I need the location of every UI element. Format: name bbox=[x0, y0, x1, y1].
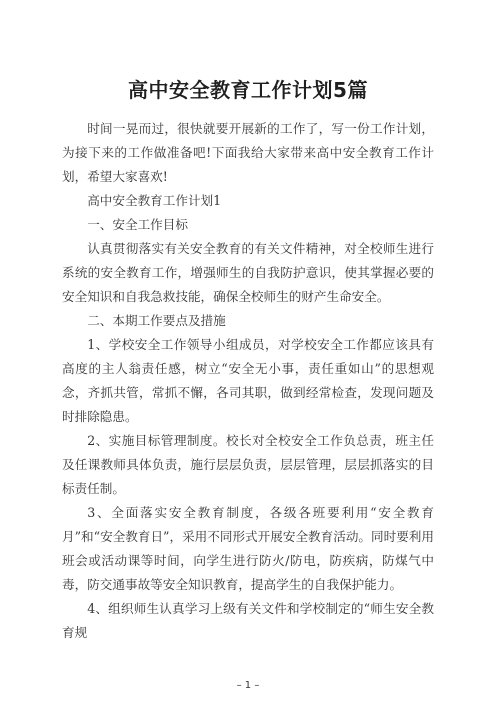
document-title: 高中安全教育工作计划5篇 bbox=[128, 78, 368, 102]
paragraph-item-3: 3、全面落实安全教育制度，各级各班要利用“安全教育月”和“安全教育日”，采用不同形式开展安全教育活动。同时要利用班会或活动课等时间，向学生进行防火/防电，防疾病，防煤气中毒，防交通事故等安全知识教育，提高学生的自我保护能力。 bbox=[62, 505, 434, 592]
paragraph-item-1: 1、学校安全工作领导小组成员，对学校安全工作都应该具有高度的主人翁责任感，树立“安全无小事，责任重如山”的思想观念，齐抓共管，常抓不懈，各司其职，做到经常检查，发现问题及时排除隐患。 bbox=[62, 337, 434, 424]
paragraph-safety-goal: 认真贯彻落实有关安全教育的有关文件精神，对全校师生进行系统的安全教育工作，增强师生的自我防护意识，使其掌握必要的安全知识和自我急救技能，确保全校师生的财产生命安全。 bbox=[62, 241, 434, 304]
paragraph-item-2: 2、实施目标管理制度。校长对全校安全工作负总责，班主任及任课教师具体负责，施行层层负责，层层管理，层层抓落实的目标责任制。 bbox=[62, 433, 434, 496]
section-heading-plan-1: 高中安全教育工作计划1 bbox=[87, 193, 222, 208]
paragraph-intro: 时间一晃而过，很快就要开展新的工作了，写一份工作计划，为接下来的工作做准备吧!下面我给大家带来高中安全教育工作计划，希望大家喜欢! bbox=[62, 121, 434, 184]
paragraph-item-4: 4、组织师生认真学习上级有关文件和学校制定的“师生安全教育规 bbox=[62, 601, 434, 640]
section-heading-key-points: 二、本期工作要点及措施 bbox=[87, 313, 226, 328]
document-body bbox=[62, 117, 434, 645]
section-heading-safety-goal: 一、安全工作目标 bbox=[87, 217, 188, 232]
page-number: – 1 – bbox=[236, 680, 260, 691]
